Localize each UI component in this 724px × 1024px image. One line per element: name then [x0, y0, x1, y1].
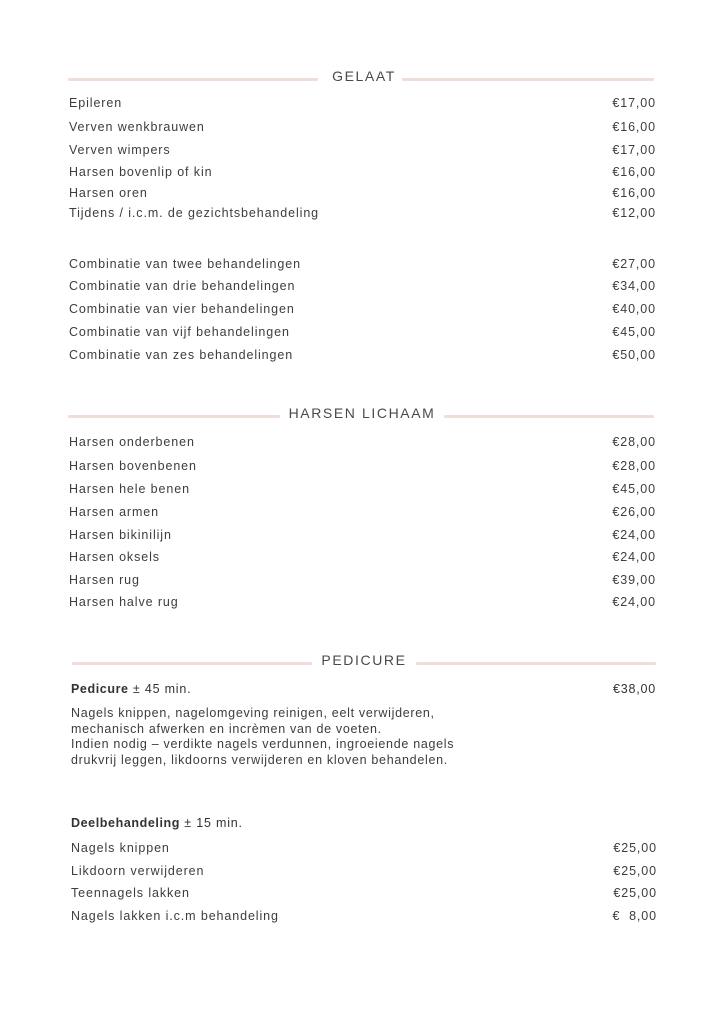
list-item [69, 435, 656, 451]
list-item [69, 206, 656, 222]
description-line: Indien nodig – verdikte nagels verdunnen, ingroeiende nagels [71, 737, 455, 751]
description-line: Nagels knippen, nagelomgeving reinigen, eelt verwijderen, [71, 706, 435, 720]
item-name: Nagels lakken i.c.m behandeling [71, 909, 279, 923]
item-name: Likdoorn verwijderen [71, 864, 205, 878]
item-price: €25,00 [613, 841, 657, 855]
list-item [69, 528, 656, 544]
item-name: Combinatie van twee behandelingen [69, 257, 301, 271]
pedicure-main-heading [71, 682, 656, 698]
section-title: PEDICURE [321, 652, 407, 668]
item-name: Verven wimpers [69, 143, 171, 157]
treatment-name: Deelbehandeling [71, 816, 181, 830]
item-name: Harsen onderbenen [69, 435, 195, 449]
item-name: Harsen oksels [69, 550, 160, 564]
item-name: Nagels knippen [71, 841, 170, 855]
item-name: Harsen rug [69, 573, 140, 587]
list-item [69, 482, 656, 498]
list-item [69, 550, 656, 566]
list-item [69, 279, 656, 295]
item-name: Combinatie van drie behandelingen [69, 279, 296, 293]
item-price: €24,00 [612, 595, 656, 609]
section-header-pedicure [0, 652, 724, 674]
item-price: €24,00 [612, 550, 656, 564]
item-price: €45,00 [612, 482, 656, 496]
item-price: €12,00 [612, 206, 656, 220]
item-name: Harsen hele benen [69, 482, 190, 496]
item-price: €25,00 [613, 886, 657, 900]
item-price: €50,00 [612, 348, 656, 362]
item-price: €28,00 [612, 435, 656, 449]
item-price: €26,00 [612, 505, 656, 519]
item-name: Tijdens / i.c.m. de gezichtsbehandeling [69, 206, 320, 220]
header-rule-left [68, 415, 280, 418]
list-item [69, 120, 656, 136]
item-price: €39,00 [612, 573, 656, 587]
item-name: Harsen oren [69, 186, 148, 200]
list-item [69, 573, 656, 589]
header-rule-right [402, 78, 654, 81]
item-name: Combinatie van zes behandelingen [69, 348, 294, 362]
list-item [69, 186, 656, 202]
item-price: €27,00 [612, 257, 656, 271]
list-item [69, 459, 656, 475]
item-price: € 8,00 [612, 909, 657, 923]
item-name: Harsen bovenlip of kin [69, 165, 213, 179]
treatment-duration: ± 45 min. [128, 682, 192, 696]
list-item [69, 325, 656, 341]
item-price: €17,00 [612, 143, 656, 157]
item-price: €16,00 [612, 165, 656, 179]
list-item [69, 143, 656, 159]
item-price: €16,00 [612, 186, 656, 200]
item-name: Verven wenkbrauwen [69, 120, 205, 134]
item-price: €24,00 [612, 528, 656, 542]
list-item [69, 505, 656, 521]
item-price: €40,00 [612, 302, 656, 316]
list-item [69, 257, 656, 273]
list-item [69, 302, 656, 318]
list-item [71, 864, 657, 880]
item-name: Combinatie van vier behandelingen [69, 302, 295, 316]
item-name: Harsen bikinilijn [69, 528, 172, 542]
item-price: €17,00 [612, 96, 656, 110]
list-item [69, 348, 656, 364]
item-price: €34,00 [612, 279, 656, 293]
item-price: €45,00 [612, 325, 656, 339]
description-line: mechanisch afwerken en incrèmen van de voeten. [71, 721, 382, 736]
item-name: Epileren [69, 96, 123, 110]
header-rule-left [72, 662, 312, 665]
pedicure-description [71, 706, 551, 768]
list-item [69, 165, 656, 181]
item-name: Harsen bovenbenen [69, 459, 197, 473]
section-title: GELAAT [332, 68, 396, 84]
item-name: Harsen armen [69, 505, 159, 519]
list-item [71, 841, 657, 857]
item-price: €28,00 [612, 459, 656, 473]
item-price: €38,00 [612, 682, 656, 696]
section-title: HARSEN LICHAAM [288, 405, 436, 421]
treatment-duration: ± 15 min. [180, 816, 243, 830]
description-line: drukvrij leggen, likdoorns verwijderen en kloven behandelen. [71, 752, 448, 767]
item-name: Combinatie van vijf behandelingen [69, 325, 290, 339]
list-item [69, 96, 656, 112]
section-header-gelaat [0, 68, 724, 90]
treatment-name: Pedicure [71, 682, 129, 696]
list-item [69, 595, 656, 611]
list-item [71, 909, 657, 925]
section-header-harsen-lichaam [0, 405, 724, 427]
item-name: Teennagels lakken [71, 886, 190, 900]
header-rule-right [444, 415, 654, 418]
list-item [71, 886, 657, 902]
header-rule-left [68, 78, 318, 81]
item-name: Harsen halve rug [69, 595, 179, 609]
item-price: €25,00 [613, 864, 657, 878]
deelbehandeling-heading [71, 816, 656, 832]
header-rule-right [416, 662, 656, 665]
item-price: €16,00 [612, 120, 656, 134]
